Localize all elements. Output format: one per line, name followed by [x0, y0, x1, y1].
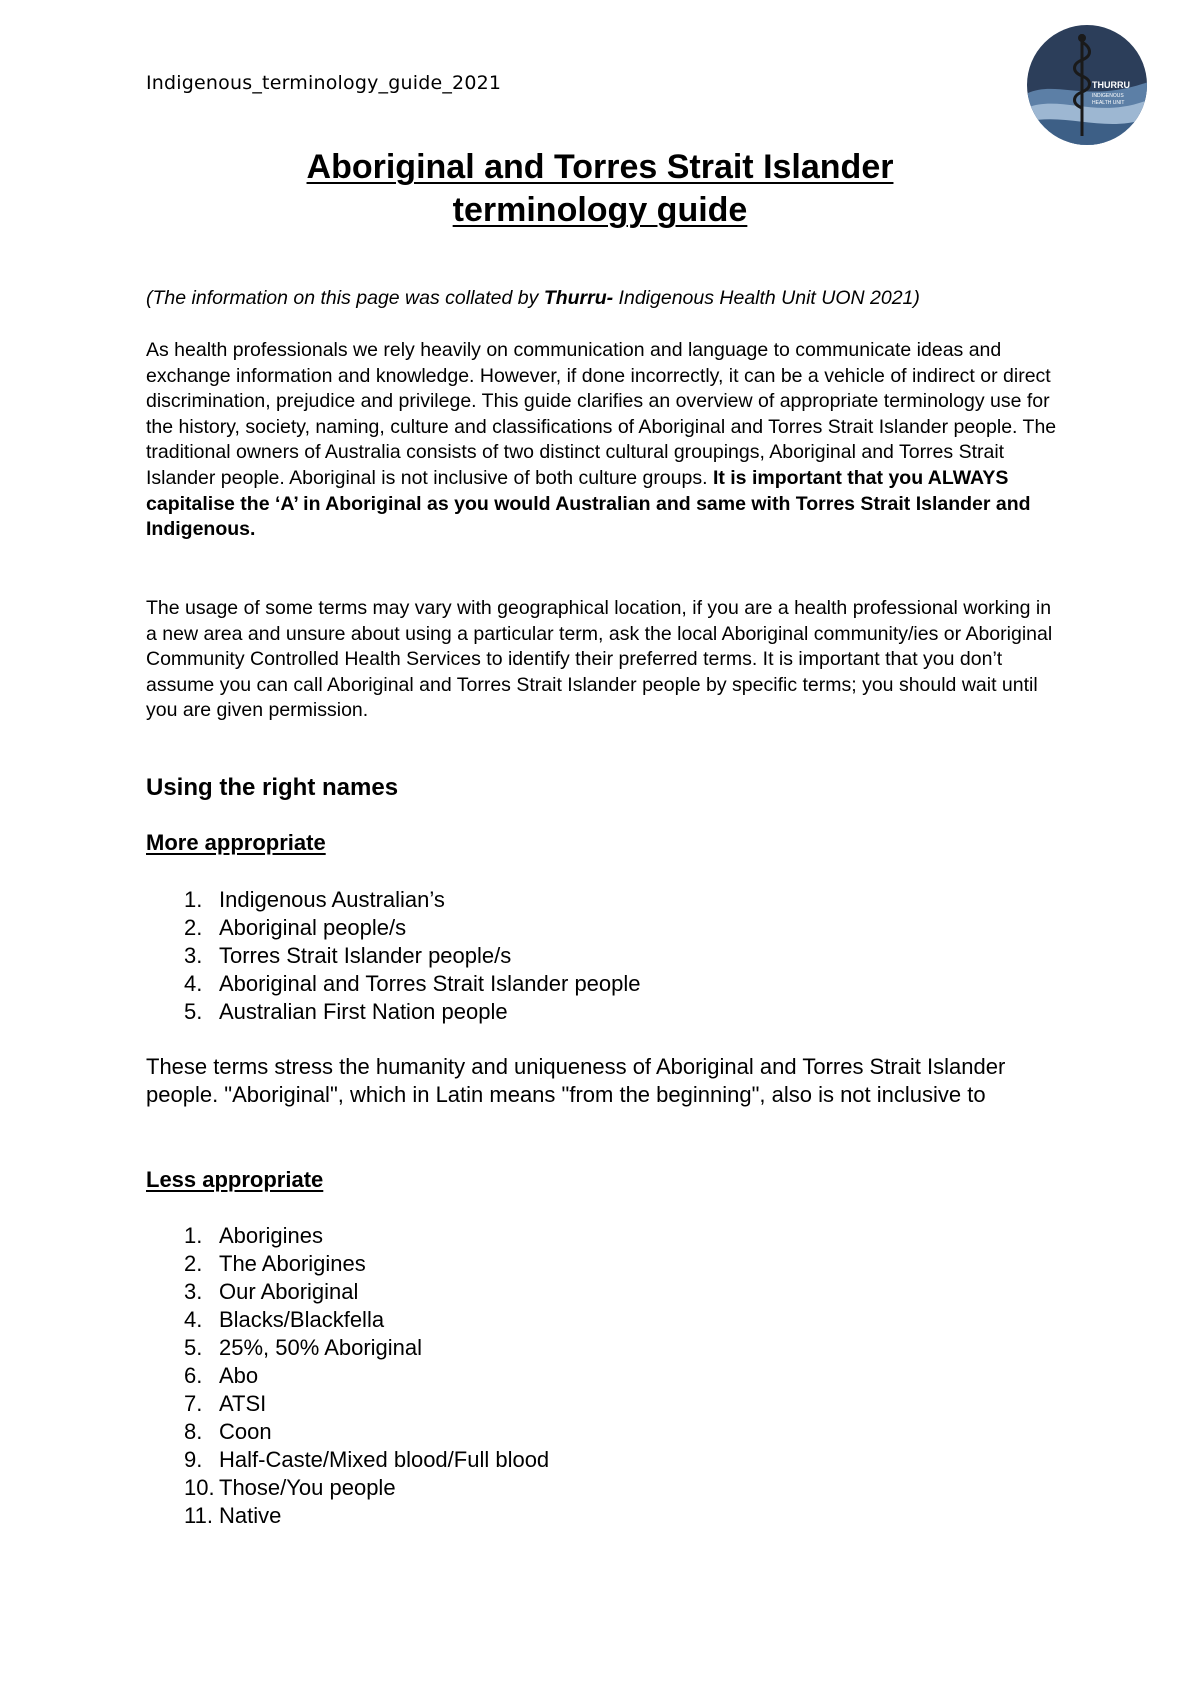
less-appropriate-list: [146, 1222, 549, 1530]
list-item: [146, 1334, 549, 1362]
list-item: [146, 1446, 549, 1474]
list-item-text: Aborigines: [219, 1223, 323, 1248]
list-item-number: 1.: [184, 1223, 203, 1248]
intro-paragraph-text: As health professionals we rely heavily on communication and language to communicate ideas and exchange information and knowledge. However, if done incorrectly, it can be a vehicle of indirect or direct discrimination, prejudice and privilege. This guide clarifies an overview of appropriate terminology use for the history, society, naming, culture and classifications of Aboriginal and Torres Strait Islander people. The traditional owners of Australia consists of two distinct cultural groupings, Aboriginal and Torres Strait Islander people. Aboriginal is not inclusive of both culture groups.: [146, 339, 1057, 489]
list-item-text: Abo: [219, 1363, 259, 1388]
list-item-number: 10.: [184, 1475, 215, 1500]
list-item-number: 4.: [184, 971, 203, 996]
list-item: [146, 970, 641, 998]
attribution-note: [146, 286, 1066, 312]
list-item-text: Half-Caste/Mixed blood/Full blood: [219, 1447, 550, 1472]
list-item-text: ATSI: [219, 1391, 267, 1416]
list-item: [146, 1474, 549, 1502]
list-item: [146, 1390, 549, 1418]
list-item-text: Those/You people: [219, 1475, 396, 1500]
usage-paragraph: The usage of some terms may vary with geographical location, if you are a health professional working in a new area and unsure about using a particular term, ask the local Aboriginal community/ies or Aboriginal Community Controlled Health Services to identify their preferred terms. It is important that you don’t assume you can call Aboriginal and Torres Strait Islander people by specific terms; you should wait until you are given permission.: [146, 597, 1053, 722]
list-item-text: Torres Strait Islander people/s: [219, 943, 512, 968]
explanation-paragraph: These terms stress the humanity and uniqueness of Aboriginal and Torres Strait Islander people. "Aboriginal", which in Latin means "from the beginning", also is not inclusive to: [146, 1054, 1006, 1107]
list-item-text: Australian First Nation people: [219, 999, 508, 1024]
list-item: [146, 1250, 549, 1278]
list-item-number: 8.: [184, 1419, 203, 1444]
attribution-organisation: Thurru-: [543, 287, 614, 309]
list-item-number: 2.: [184, 915, 203, 940]
title-line-1: Aboriginal and Torres Strait Islander: [306, 148, 894, 186]
list-item: [146, 1278, 549, 1306]
list-item: [146, 1362, 549, 1390]
list-item-number: 5.: [184, 1335, 203, 1360]
list-item-text: Indigenous Australian’s: [219, 887, 445, 912]
list-item: [146, 942, 641, 970]
list-item-text: The Aborigines: [219, 1251, 366, 1276]
list-item-number: 11.: [184, 1503, 213, 1528]
list-item: [146, 1418, 549, 1446]
less-appropriate-heading: Less appropriate: [146, 1167, 324, 1192]
list-item-number: 5.: [184, 999, 203, 1024]
list-item-text: Blacks/Blackfella: [219, 1307, 385, 1332]
list-item-number: 7.: [184, 1391, 203, 1416]
list-item: [146, 914, 641, 942]
logo-text-health-unit: HEALTH UNIT: [1092, 100, 1125, 106]
intro-paragraph-emphasis: It is important that you ALWAYS capitalise the ‘A’ in Aboriginal as you would Australian and same with Torres Strait Islander and Indigenous.: [146, 466, 1031, 541]
logo-graphic: [1026, 24, 1148, 146]
list-item-number: 4.: [184, 1307, 203, 1332]
list-item-number: 3.: [184, 1279, 203, 1304]
list-item: [146, 1222, 549, 1250]
list-item-number: 2.: [184, 1251, 203, 1276]
list-item-text: Our Aboriginal: [219, 1279, 359, 1304]
list-item-text: Native: [219, 1503, 282, 1528]
list-item-number: 9.: [184, 1447, 203, 1472]
document-filename: Indigenous_terminology_guide_2021: [146, 72, 502, 94]
list-item-text: Aboriginal and Torres Strait Islander people: [219, 971, 641, 996]
list-item-text: 25%, 50% Aboriginal: [219, 1335, 423, 1360]
list-item-text: Coon: [219, 1419, 272, 1444]
attribution-before: (The information on this page was collated by: [146, 287, 544, 309]
more-appropriate-list: [146, 886, 641, 1026]
list-item-number: 1.: [184, 887, 203, 912]
list-item: [146, 886, 641, 914]
list-item: [146, 1502, 549, 1530]
logo-text-thurru: THURRU: [1092, 80, 1130, 90]
list-item: [146, 1306, 549, 1334]
thurru-logo: [1026, 24, 1148, 146]
intro-paragraph: [146, 338, 1066, 543]
logo-text-indigenous: INDIGENOUS: [1092, 93, 1124, 99]
list-item: [146, 998, 641, 1026]
section-heading: Using the right names: [146, 774, 399, 801]
title-line-2: terminology guide: [452, 191, 748, 229]
list-item-text: Aboriginal people/s: [219, 915, 407, 940]
more-appropriate-heading: More appropriate: [146, 830, 326, 855]
page-title: [0, 146, 1200, 232]
list-item-number: 3.: [184, 943, 203, 968]
attribution-after: Indigenous Health Unit UON 2021): [613, 287, 920, 309]
list-item-number: 6.: [184, 1363, 203, 1388]
